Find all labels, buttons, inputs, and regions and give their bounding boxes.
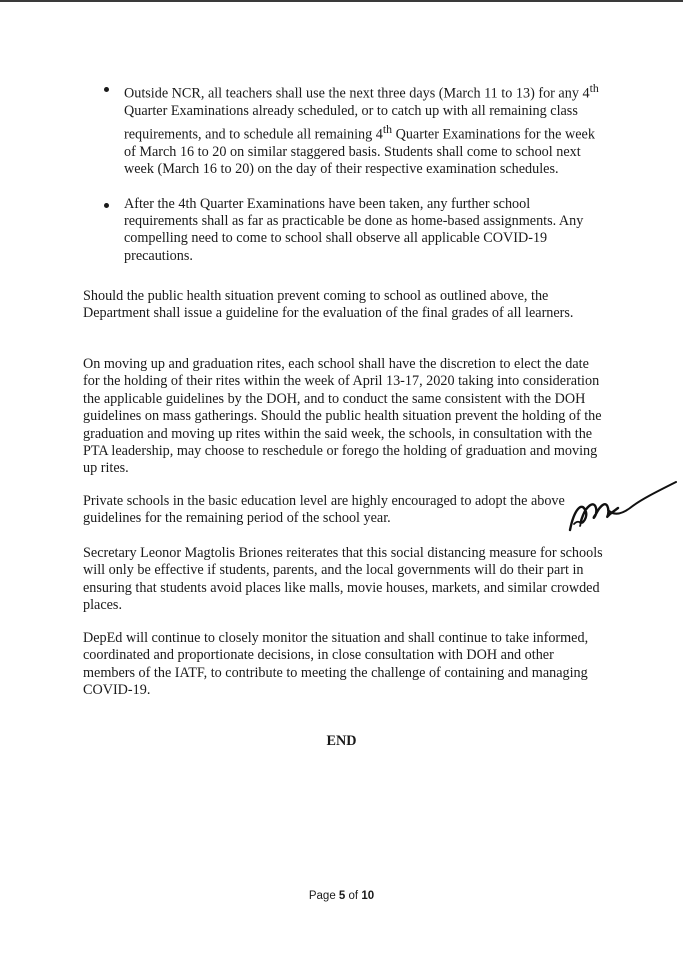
total-pages-number: 10 — [361, 890, 375, 902]
bullet-list — [104, 80, 604, 265]
bullet-text-part: Quarter Examinations already scheduled, or to catch up with all remaining class requirements, and to schedule all remaining 4 — [124, 103, 578, 143]
bullet-text-part: Quarter Examinations for the week of March 16 to 20 on similar staggered basis. Students shall come to school next week (March 16 to 20) on the day of their respective examination schedules. — [124, 126, 595, 178]
of-label: of — [348, 890, 359, 902]
bullet-text-part: Outside NCR, all teachers shall use the next three days (March 11 to 13) for any 4 — [124, 85, 590, 102]
bullet-text: After the 4th Quarter Examinations have been taken, any further school requirements shall as far as practicable be done as home-based assignments. Any compelling need to come to school shall observe all applicable COVID-19 precautions. — [124, 195, 584, 264]
paragraph-deped-monitoring: DepEd will continue to closely monitor the situation and shall continue to take informed, coordinated and proportionate decisions, in close consultation with DOH and other members of the IATF, to contribute to meeting the challenge of containing and managing COVID-19. — [83, 630, 589, 699]
top-border — [0, 0, 683, 2]
paragraph-graduation-rites: On moving up and graduation rites, each school shall have the discretion to elect the date for the holding of their rites within the week of April 13-17, 2020 taking into consideration the applicable guidelines by the DOH, and to conduct the same consistent with the DOH guidelines on mass gatherings. Should the public health situation prevent the holding of the graduation and moving up rites within the said week, the schools, in consultation with the PTA leadership, may choose to reschedule or forego the holding of graduation and moving up rites. — [83, 356, 602, 477]
handwritten-signature — [560, 470, 680, 540]
paragraph-private-schools: Private schools in the basic education level are highly encouraged to adopt the above guidelines for the remaining period of the school year. — [83, 493, 565, 527]
ordinal-suffix: th — [589, 81, 599, 95]
bullet-item-outside-ncr — [104, 80, 604, 179]
bullet-dot-icon — [104, 203, 109, 208]
ordinal-suffix: th — [382, 121, 393, 136]
paragraph-secretary-statement: Secretary Leonor Magtolis Briones reiterates that this social distancing measure for schools will only be effective if students, parents, and the local governments will do their part in ensuring that students avoid places like malls, movie houses, markets, and similar crowded places. — [83, 545, 603, 614]
page-label: Page — [308, 890, 336, 902]
page-footer — [0, 890, 683, 902]
bullet-item-after-exams — [104, 196, 604, 266]
paragraph-evaluation: Should the public health situation prevent coming to school as outlined above, the Department shall issue a guideline for the evaluation of the final grades of all learners. — [83, 288, 574, 322]
bullet-dot-icon — [104, 87, 109, 92]
current-page-number: 5 — [338, 890, 346, 902]
end-marker: END — [326, 733, 357, 749]
